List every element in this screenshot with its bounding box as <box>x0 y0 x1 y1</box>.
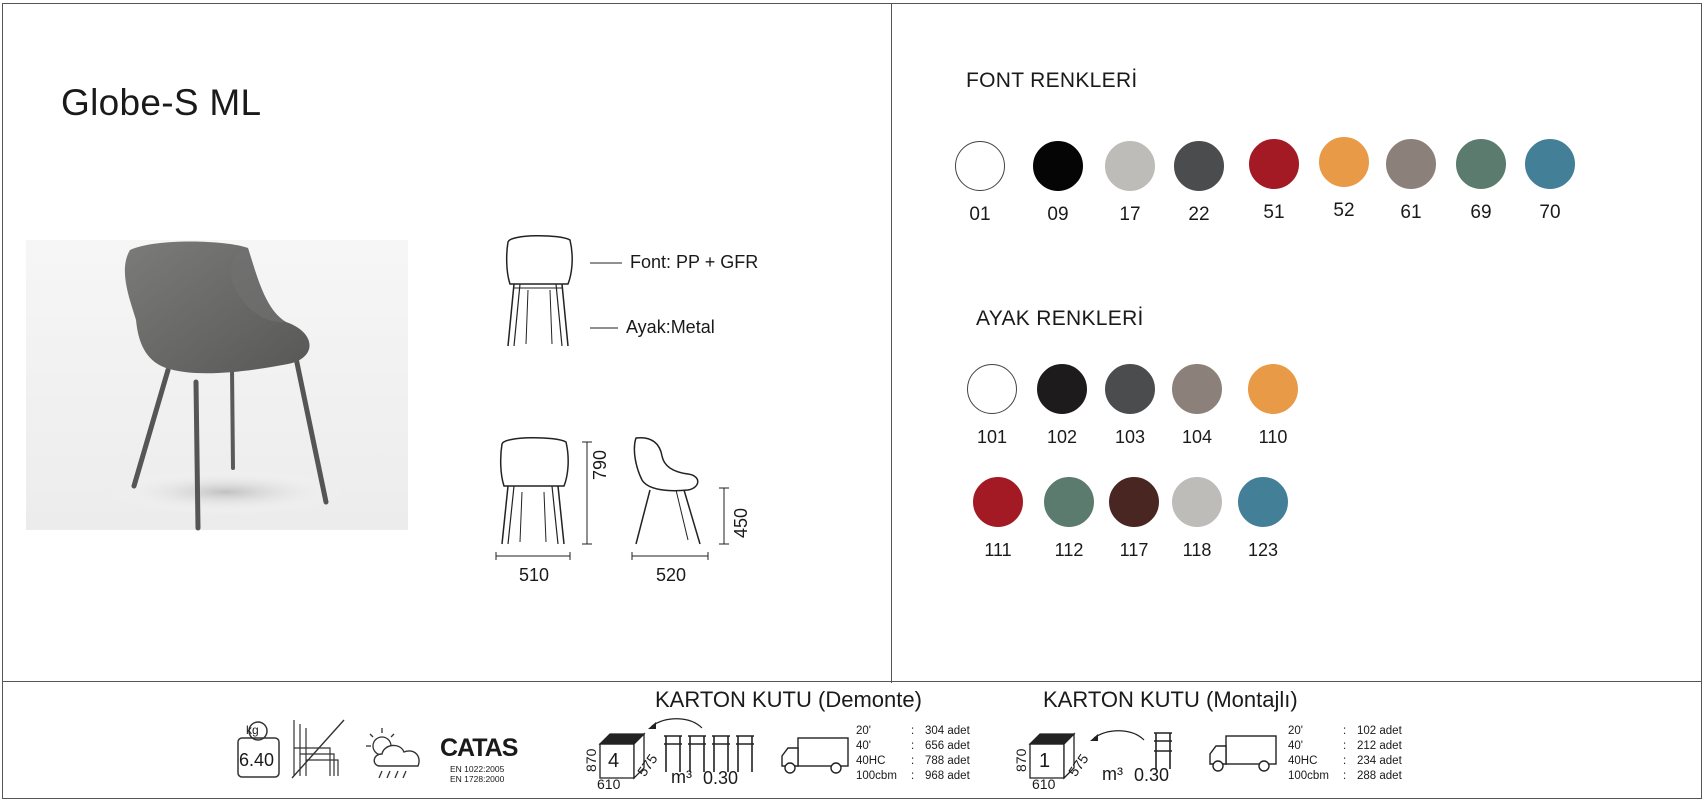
color-swatch-102 <box>1037 364 1087 414</box>
color-swatch-09 <box>1033 141 1083 191</box>
color-swatch-112 <box>1044 477 1094 527</box>
color-swatch-117 <box>1109 477 1159 527</box>
color-swatch-69 <box>1456 139 1506 189</box>
color-code-label: 104 <box>1181 427 1213 447</box>
color-code-label: 117 <box>1119 540 1149 560</box>
box-montajli-height: 870 <box>1013 748 1029 772</box>
box-montajli-arrow-icon <box>1088 728 1148 748</box>
box-demonte-title: KARTON KUTU (Demonte) <box>655 687 922 712</box>
container-label: 40' <box>1288 740 1303 752</box>
container-qty: 304 adet <box>925 725 970 737</box>
color-code-label: 61 <box>1400 202 1422 223</box>
color-swatch-104 <box>1172 364 1222 414</box>
color-swatch-101 <box>967 364 1017 414</box>
shell-colors-title: FONT RENKLERİ <box>966 69 1138 92</box>
color-swatch-111 <box>973 477 1023 527</box>
catas-logo: CATAS <box>440 734 518 762</box>
container-qty: 656 adet <box>925 740 970 752</box>
container-qty: 288 adet <box>1357 770 1402 782</box>
box-demonte-count: 4 <box>608 750 620 772</box>
container-label: 100cbm <box>1288 770 1329 782</box>
stacking-icon <box>290 718 350 780</box>
color-swatch-70 <box>1525 139 1575 189</box>
color-code-label: 01 <box>969 204 991 225</box>
color-code-label: 52 <box>1333 200 1355 221</box>
box-montajli-width: 610 <box>1032 776 1056 792</box>
color-swatch-61 <box>1386 139 1436 189</box>
box-montajli-volume: 0.30 <box>1134 765 1170 785</box>
container-label: 100cbm <box>856 770 897 782</box>
container-qty: 212 adet <box>1357 740 1402 752</box>
color-code-label: 103 <box>1114 427 1146 447</box>
box-demonte-volume: 0.30 <box>703 768 739 788</box>
box-demonte-shipping-table <box>856 724 970 784</box>
box-demonte-arrow-icon <box>646 716 706 736</box>
shell-material-label: Font: PP + GFR <box>630 252 759 272</box>
box-montajli-shipping-table <box>1288 724 1402 784</box>
box-montajli-title: KARTON KUTU (Montajlı) <box>1043 687 1298 712</box>
box-montajli-volume-label: m³ <box>1102 764 1123 784</box>
shipping-row: 40HC : 788 adet <box>856 755 970 767</box>
color-swatch-17 <box>1105 141 1155 191</box>
color-code-label: 110 <box>1258 427 1288 447</box>
color-swatch-110 <box>1248 364 1298 414</box>
truck-icon <box>1208 734 1278 774</box>
color-code-label: 102 <box>1046 427 1078 447</box>
dimension-side-drawing <box>632 434 762 564</box>
container-label: 40HC <box>856 755 886 767</box>
weather-icon <box>362 726 428 782</box>
color-swatch-22 <box>1174 141 1224 191</box>
weight-value: 6.40 <box>239 750 275 770</box>
depth-dimension: 520 <box>656 565 687 585</box>
leg-colors-title: AYAK RENKLERİ <box>976 307 1144 330</box>
front-view-drawing <box>500 232 580 352</box>
box-demonte-width: 610 <box>597 776 621 792</box>
shipping-row: 40' : 212 adet <box>1288 740 1402 752</box>
dimension-front-drawing <box>496 434 596 564</box>
color-swatch-123 <box>1238 477 1288 527</box>
color-code-label: 70 <box>1539 202 1561 223</box>
box-demonte-height: 870 <box>583 748 599 772</box>
product-photo <box>26 240 408 530</box>
color-code-label: 51 <box>1263 202 1285 223</box>
seat-height-dimension: 450 <box>731 507 751 538</box>
box-demonte-volume-label: m³ <box>671 767 692 787</box>
shipping-row: 20' : 102 adet <box>1288 725 1402 737</box>
color-swatch-103 <box>1105 364 1155 414</box>
box-montajli-count: 1 <box>1039 750 1051 772</box>
horizontal-divider <box>2 681 1702 682</box>
color-swatch-01 <box>955 141 1005 191</box>
shipping-row: 40HC : 234 adet <box>1288 755 1402 767</box>
color-code-label: 17 <box>1119 204 1141 225</box>
color-code-label: 22 <box>1188 204 1210 225</box>
color-swatch-118 <box>1172 477 1222 527</box>
standard-2: EN 1728:2000 <box>450 774 505 784</box>
color-code-label: 69 <box>1470 202 1492 223</box>
standard-1: EN 1022:2005 <box>450 764 505 774</box>
container-qty: 788 adet <box>925 755 970 767</box>
vertical-divider <box>891 3 892 683</box>
container-qty: 234 adet <box>1357 755 1402 767</box>
container-qty: 102 adet <box>1357 725 1402 737</box>
container-qty: 968 adet <box>925 770 970 782</box>
box-demonte-depth: 575 <box>634 750 661 780</box>
color-code-label: 123 <box>1247 540 1279 560</box>
label-leader-lines <box>590 262 630 332</box>
weight-unit: kg <box>246 723 259 737</box>
color-code-label: 111 <box>984 540 1012 560</box>
leg-material-label: Ayak:Metal <box>626 317 715 337</box>
shipping-row: 100cbm : 968 adet <box>856 770 970 782</box>
container-label: 40' <box>856 740 871 752</box>
container-label: 20' <box>856 725 871 737</box>
shipping-row: 20' : 304 adet <box>856 725 970 737</box>
color-code-label: 101 <box>976 427 1008 447</box>
box-montajli-depth: 575 <box>1065 750 1092 780</box>
product-title: Globe-S ML <box>61 82 262 123</box>
color-code-label: 112 <box>1054 540 1084 560</box>
container-label: 40HC <box>1288 755 1318 767</box>
height-dimension: 790 <box>590 449 610 480</box>
shipping-row: 40' : 656 adet <box>856 740 970 752</box>
color-code-label: 09 <box>1047 204 1069 225</box>
shipping-row: 100cbm : 288 adet <box>1288 770 1402 782</box>
color-swatch-52 <box>1319 137 1369 187</box>
container-label: 20' <box>1288 725 1303 737</box>
color-swatch-51 <box>1249 139 1299 189</box>
truck-icon <box>780 736 850 776</box>
width-dimension: 510 <box>519 565 550 585</box>
color-code-label: 118 <box>1182 540 1212 560</box>
